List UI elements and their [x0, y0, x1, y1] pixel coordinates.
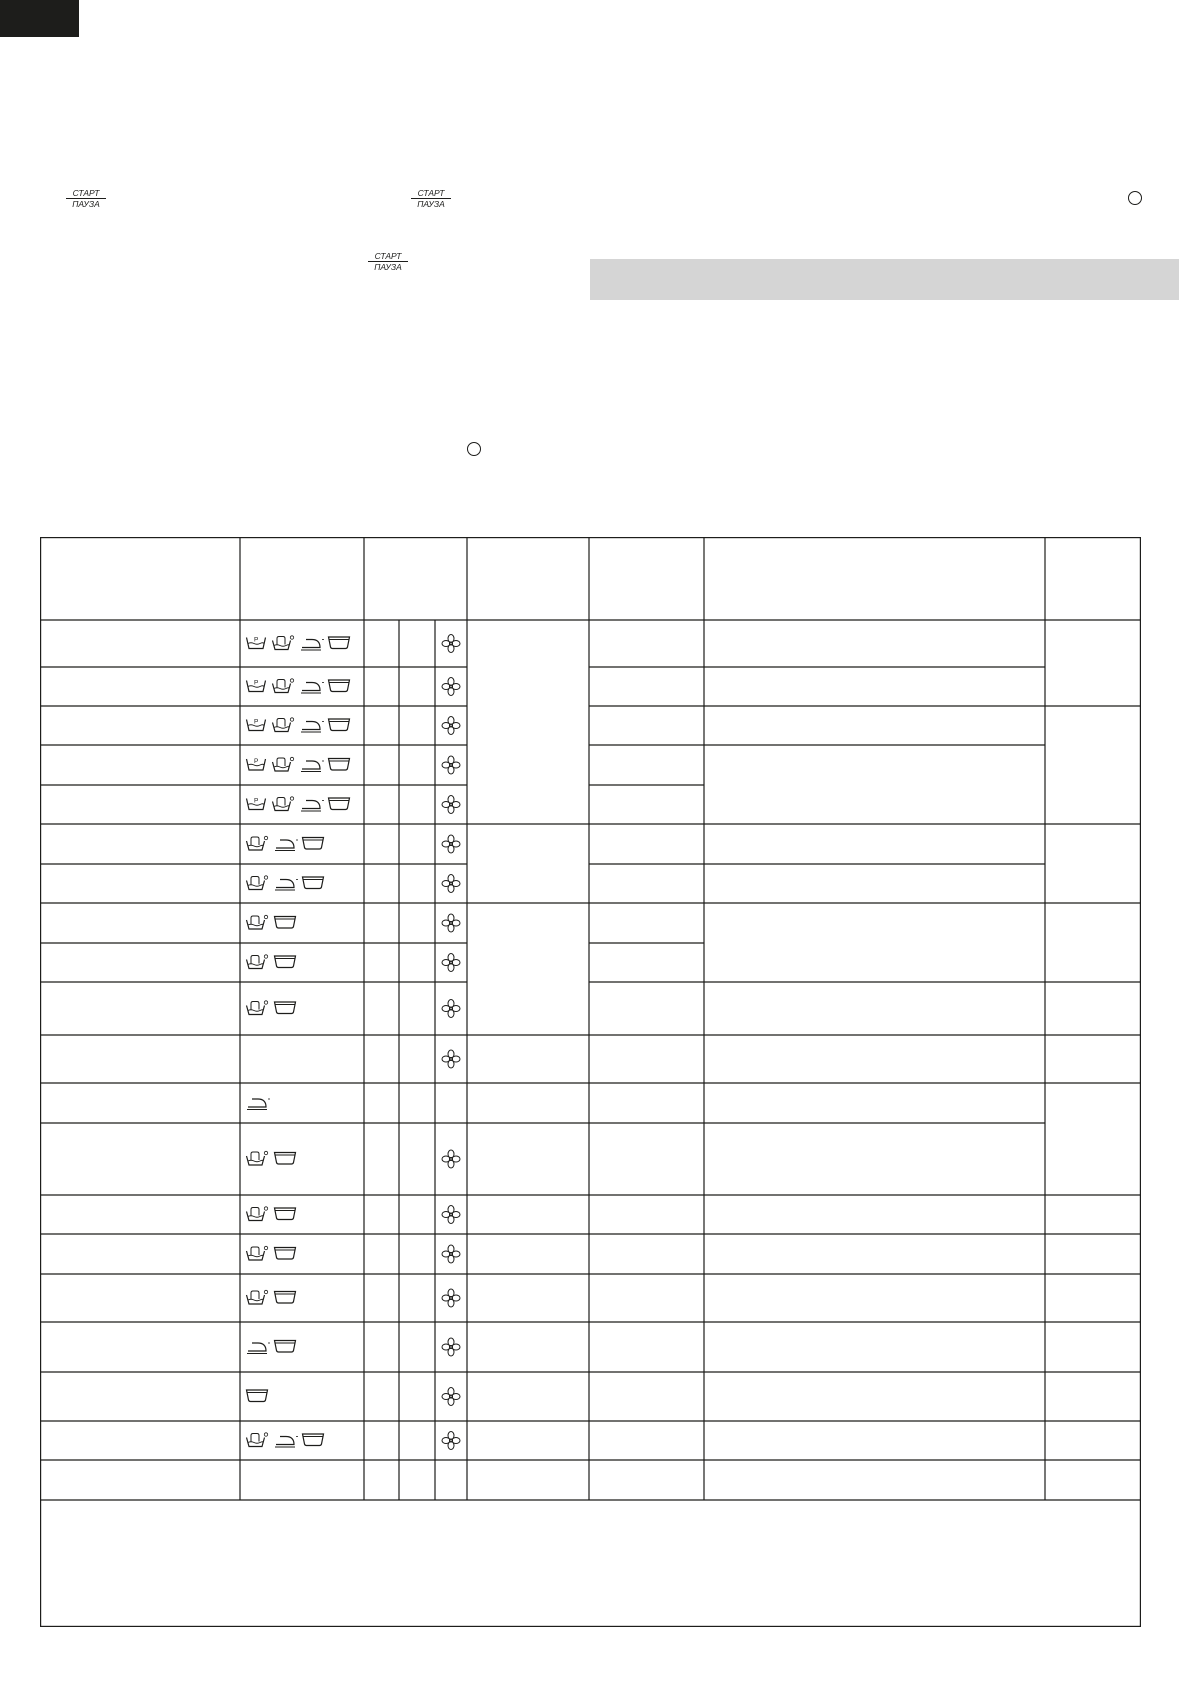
spin-fan-icon	[442, 1432, 460, 1450]
iron-icon	[301, 683, 324, 694]
table-frame	[41, 538, 1141, 1627]
wash-tub-p-icon	[247, 798, 266, 810]
wash-tub-p-icon	[247, 637, 266, 649]
wash-tub-hand-icon	[247, 1290, 268, 1304]
tub-icon	[303, 838, 324, 850]
tub-icon	[329, 759, 350, 771]
tub-icon	[275, 1002, 296, 1014]
spin-fan-icon	[442, 1289, 460, 1307]
wash-tub-hand-icon	[247, 955, 268, 969]
spin-fan-icon	[442, 635, 460, 653]
wash-tub-hand-icon	[273, 797, 294, 811]
tub-icon	[275, 1208, 296, 1220]
iron-icon	[301, 722, 324, 733]
spin-fan-icon	[442, 796, 460, 814]
tub-icon	[329, 637, 350, 649]
circle-icon	[1128, 191, 1142, 205]
iron-icon	[301, 640, 324, 651]
iron-icon	[275, 880, 298, 891]
wash-tub-p-icon	[247, 719, 266, 731]
section-header-bar	[590, 259, 1179, 300]
spin-fan-icon	[442, 835, 460, 853]
wash-tub-hand-icon	[247, 876, 268, 890]
iron-icon	[247, 1343, 270, 1354]
tub-icon	[275, 1153, 296, 1165]
spin-fan-icon	[442, 1050, 460, 1068]
wash-tub-p-icon	[247, 758, 266, 770]
tub-icon	[303, 1434, 324, 1446]
page-corner-tab	[0, 0, 79, 37]
spin-fan-icon	[442, 1338, 460, 1356]
iron-icon	[301, 801, 324, 812]
wash-tub-hand-icon	[247, 915, 268, 929]
circle-icon	[467, 442, 481, 456]
wash-tub-hand-icon	[247, 1207, 268, 1221]
tub-icon	[329, 798, 350, 810]
tub-icon	[275, 917, 296, 929]
start-pause-label	[368, 251, 408, 272]
spin-fan-icon	[442, 1206, 460, 1224]
spin-fan-icon	[442, 1388, 460, 1406]
program-table-grid: P	[40, 537, 1141, 1627]
iron-icon	[275, 1437, 298, 1448]
pause-label: ПАУЗА	[417, 199, 445, 209]
tub-icon	[329, 719, 350, 731]
iron-icon	[247, 1099, 270, 1110]
tub-icon	[247, 1390, 268, 1402]
spin-fan-icon	[442, 1245, 460, 1263]
spin-fan-icon	[442, 1000, 460, 1018]
wash-tub-hand-icon	[247, 1001, 268, 1015]
wash-tub-hand-icon	[273, 718, 294, 732]
spin-fan-icon	[442, 756, 460, 774]
start-label: СТАРТ	[411, 188, 451, 199]
spin-fan-icon	[442, 875, 460, 893]
spin-fan-icon	[442, 914, 460, 932]
spin-fan-icon	[442, 1150, 460, 1168]
tub-icon	[329, 680, 350, 692]
tub-icon	[275, 1292, 296, 1304]
wash-tub-hand-icon	[247, 1246, 268, 1260]
iron-icon	[301, 761, 324, 772]
wash-tub-hand-icon	[247, 1151, 268, 1165]
program-table	[40, 537, 1141, 1627]
spin-fan-icon	[442, 954, 460, 972]
wash-tub-hand-icon	[273, 636, 294, 650]
start-label: СТАРТ	[368, 251, 408, 262]
wash-tub-hand-icon	[273, 679, 294, 693]
wash-tub-hand-icon	[247, 836, 268, 850]
wash-tub-p-icon	[247, 680, 266, 692]
spin-fan-icon	[442, 678, 460, 696]
tub-icon	[275, 1341, 296, 1353]
pause-label: ПАУЗА	[72, 199, 100, 209]
wash-tub-hand-icon	[273, 757, 294, 771]
start-pause-label	[66, 188, 106, 209]
iron-icon	[275, 840, 298, 851]
tub-icon	[275, 1248, 296, 1260]
tub-icon	[303, 877, 324, 889]
wash-tub-hand-icon	[247, 1433, 268, 1447]
start-pause-label	[411, 188, 451, 209]
pause-label: ПАУЗА	[374, 262, 402, 272]
start-label: СТАРТ	[66, 188, 106, 199]
tub-icon	[275, 956, 296, 968]
spin-fan-icon	[442, 717, 460, 735]
